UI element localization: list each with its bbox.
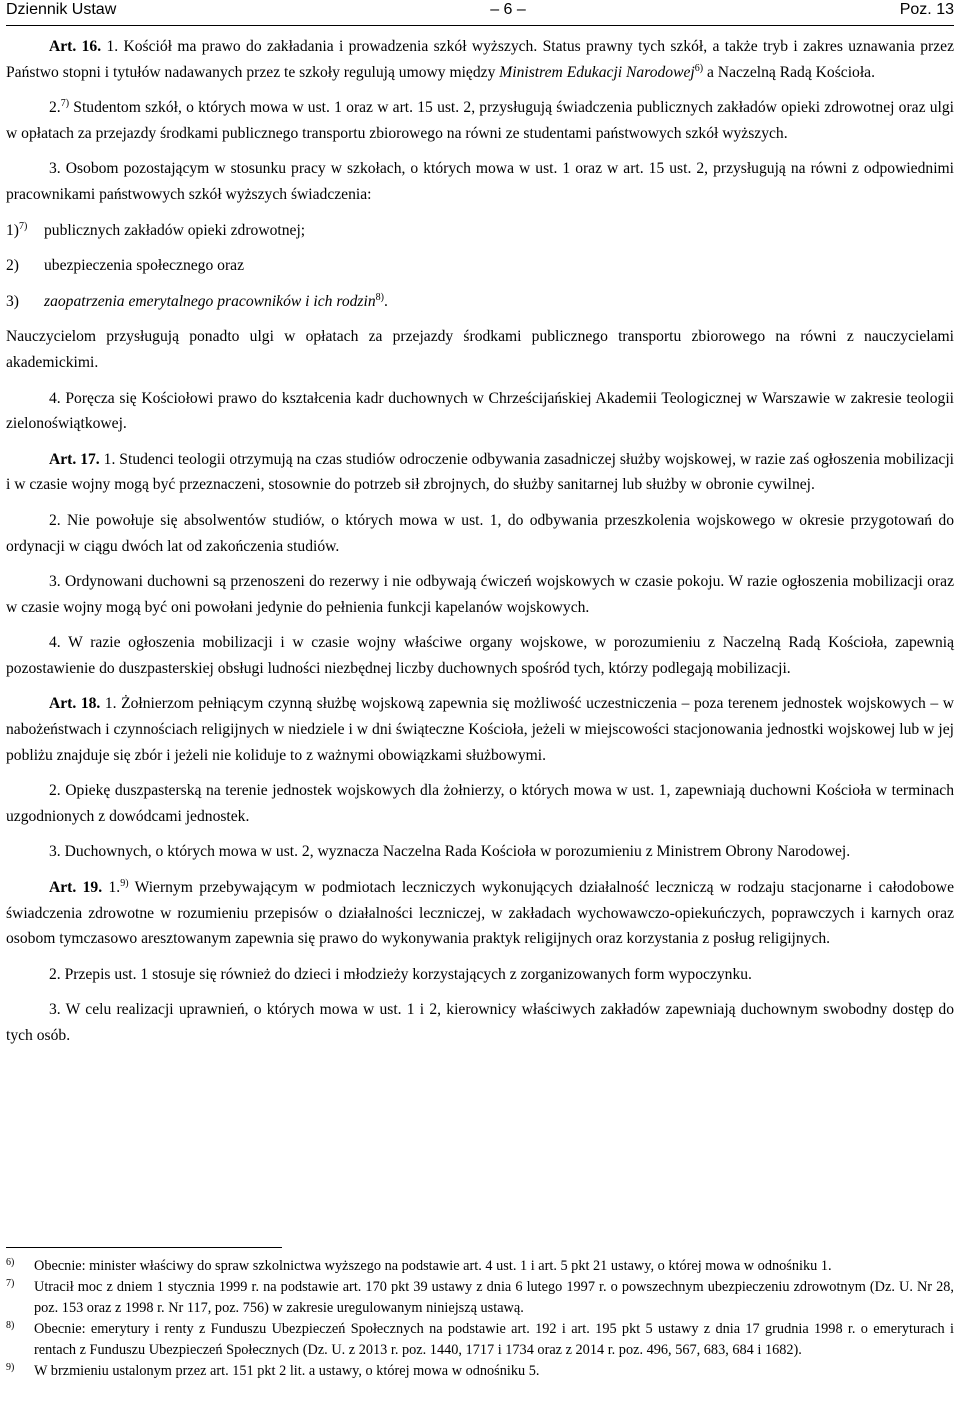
footnote-divider bbox=[6, 1247, 282, 1248]
footnote-ref-6: 6) bbox=[694, 62, 704, 74]
footnotes bbox=[6, 1256, 954, 1382]
art17-para3: 3. Ordynowani duchowni są przenoszeni do rezerwy i nie odbywają ćwiczeń wojskowych w czasie pokoju. W razie ogłoszenia mobilizacji oraz w czasie wojny mogą być oni powołani jedynie do pełnienia funkcji kapelanów wojskowych. bbox=[6, 573, 954, 616]
art19-para3: 3. W celu realizacji uprawnień, o których mowa w ust. 1 i 2, kierownicy właściwych zakładów zapewniają duchownym swobodny dostęp do tych osób. bbox=[6, 1001, 954, 1044]
art17-para1: Art. 17. 1. Studenci teologii otrzymują na czas studiów odroczenie odbywania zasadniczej służby wojskowej, w razie zaś ogłoszenia mobilizacji i w czasie wojny mogą być przeznaczeni, stosownie do potrzeb sił zbrojnych, do służby sanitarnej lub służby w obronie cywilnej. bbox=[6, 450, 954, 494]
art19-para2: 2. Przepis ust. 1 stosuje się również do dzieci i młodzieży korzystających z zorganizowanych form wypoczynku. bbox=[49, 965, 752, 983]
footnote: 9) W brzmieniu ustalonym przez art. 151 pkt 2 lit. a ustawy, o której mowa w odnośniku 5. bbox=[6, 1362, 540, 1379]
art16-para4: 4. Poręcza się Kościołowi prawo do kształcenia kadr duchownych w Chrześcijańskiej Akademii Teologicznej w Warszawie w zakresie teologii zielonoświątkowej. bbox=[6, 389, 954, 433]
art17-para4: 4. W razie ogłoszenia mobilizacji i w czasie wojny właściwe organy wojskowe, w porozumieniu z Naczelną Radą Kościoła, zapewnią pozostawienie do duszpasterskiej obsługi ludności niezbędnej liczby duchownych spośród tych, którzy podlegają mobilizacji. bbox=[6, 634, 954, 677]
art16-para1: Art. 16. 1. Kościół ma prawo do zakładania i prowadzenia szkół wyższych. Status prawny tych szkół, a także tryb i zakres uznawania przez Państwo stopni i tytułów nadawanych przez te szkoły regulują umowy między Ministrem Edukacji Narodowej$^{6)}$ a Naczelną Radą Kościoła. bbox=[6, 38, 954, 81]
footnote-ref-7: 7) bbox=[19, 220, 28, 232]
list-item: 1)$^{7)}$ publicznych zakładów opieki zdrowotnej; bbox=[6, 220, 306, 239]
footnote: 6) Obecnie: minister właściwy do spraw szkolnictwa wyższego na podstawie art. 4 ust. 1 i art. 5 pkt 21 ustawy, o której mowa w odnośniku 1. bbox=[6, 1257, 832, 1274]
page-number: – 6 – bbox=[490, 1, 526, 18]
art16-para3-continuation: Nauczycielom przysługują ponadto ulgi w opłatach za przejazdy środkami publicznego transportu zbiorowego na równi z nauczycielami akademickimi. bbox=[6, 328, 954, 371]
art18-para3: 3. Duchownych, o których mowa w ust. 2, wyznacza Naczelna Rada Kościoła w porozumieniu z Ministrem Obrony Narodowej. bbox=[49, 843, 851, 861]
art19-heading: Art. 19. bbox=[49, 879, 103, 897]
footnote-ref-8: 8) bbox=[375, 291, 384, 303]
art16-heading: Art. 16. bbox=[49, 38, 102, 55]
art18-para2: 2. Opiekę duszpasterską na terenie jednostek wojskowych dla żołnierzy, o których mowa w ust. 1, zapewniają duchowni Kościoła w terminach uzgodnionych z dowódcami jednostek. bbox=[6, 782, 954, 825]
art17-heading: Art. 17. bbox=[49, 450, 100, 468]
list-item: 3) zaopatrzenia emerytalnego pracowników i ich rodzin$^{8)}$. bbox=[6, 291, 388, 310]
art18-heading: Art. 18. bbox=[49, 695, 101, 713]
footnote: 8) Obecnie: emerytury i renty z Funduszu Ubezpieczeń Społecznych na podstawie art. 192 i art. 195 pkt 5 ustawy z dnia 17 grudnia 1998 r. o emeryturach i rentach z Funduszu Ubezpieczeń Społecznych (Dz. U. z 2013 r. poz. 1440, 1717 i 1734 oraz z 2014 r. poz. 496, 567, 683, 684 i 1682). bbox=[6, 1320, 954, 1358]
footnote-ref-7: 7) bbox=[60, 98, 70, 110]
art17-para2: 2. Nie powołuje się absolwentów studiów, o których mowa w ust. 1, do odbywania przeszkolenia wojskowego w okresie przygotowań do ordynacji w ciągu dwóch lat od zakończenia studiów. bbox=[6, 511, 954, 555]
page-header bbox=[6, 0, 954, 26]
list-item: 2) ubezpieczenia społecznego oraz bbox=[6, 257, 245, 275]
journal-title: Dziennik Ustaw bbox=[6, 1, 117, 18]
position-number: Poz. 13 bbox=[899, 1, 954, 18]
footnote: 7) Utracił moc z dniem 1 stycznia 1999 r. na podstawie art. 170 pkt 39 ustawy z dnia 6 lutego 1997 r. o powszechnym ubezpieczeniu zdrowotnym (Dz. U. Nr 28, poz. 153 oraz z 1998 r. Nr 117, poz. 756) w zakresie uregulowanym niniejszą ustawą. bbox=[6, 1278, 954, 1316]
art16-para3: 3. Osobom pozostającym w stosunku pracy w szkołach, o których mowa w ust. 1 oraz w art. 15 ust. 2, przysługują na równi z odpowiednimi pracownikami państwowych szkół wyższych świadczenia: bbox=[6, 160, 954, 203]
document-body bbox=[6, 34, 954, 1049]
footnote-ref-9: 9) bbox=[120, 878, 129, 890]
art18-para1: Art. 18. 1. Żołnierzom pełniącym czynną służbę wojskową zapewnia się możliwość uczestniczenia – poza terenem jednostek wojskowych – w nabożeństwach i czynnościach religijnych w niedziele i w dni świąteczne Kościoła, jeżeli w miejscowości stacjonowania jednostki wojskowej lub w jej pobliżu znajduje się zbór i jeżeli nie koliduje to z ważnymi obowiązkami służbowymi. bbox=[6, 695, 954, 764]
art19-para1: Art. 19. 1.$^{9)}$ Wiernym przebywającym w podmiotach leczniczych wykonujących działalność leczniczą w rodzaju stacjonarne i całodobowe świadczenia zdrowotne w rozumieniu przepisów o działalności leczniczej, w zakładach wychowawczo-opiekuńczych, poprawczych i karnych oraz osobom tymczasowo aresztowanym zapewnia się prawo do wykonywania praktyk religijnych oraz korzystania z posług religijnych. bbox=[6, 878, 954, 948]
art16-para2: 2.$^{7)}$ Studentom szkół, o których mowa w ust. 1 oraz w art. 15 ust. 2, przysługują świadczenia publicznych zakładów opieki zdrowotnej oraz ulgi w opłatach za przejazdy środkami publicznego transportu zbiorowego na równi ze studentami państwowych szkół wyższych. bbox=[6, 98, 954, 142]
